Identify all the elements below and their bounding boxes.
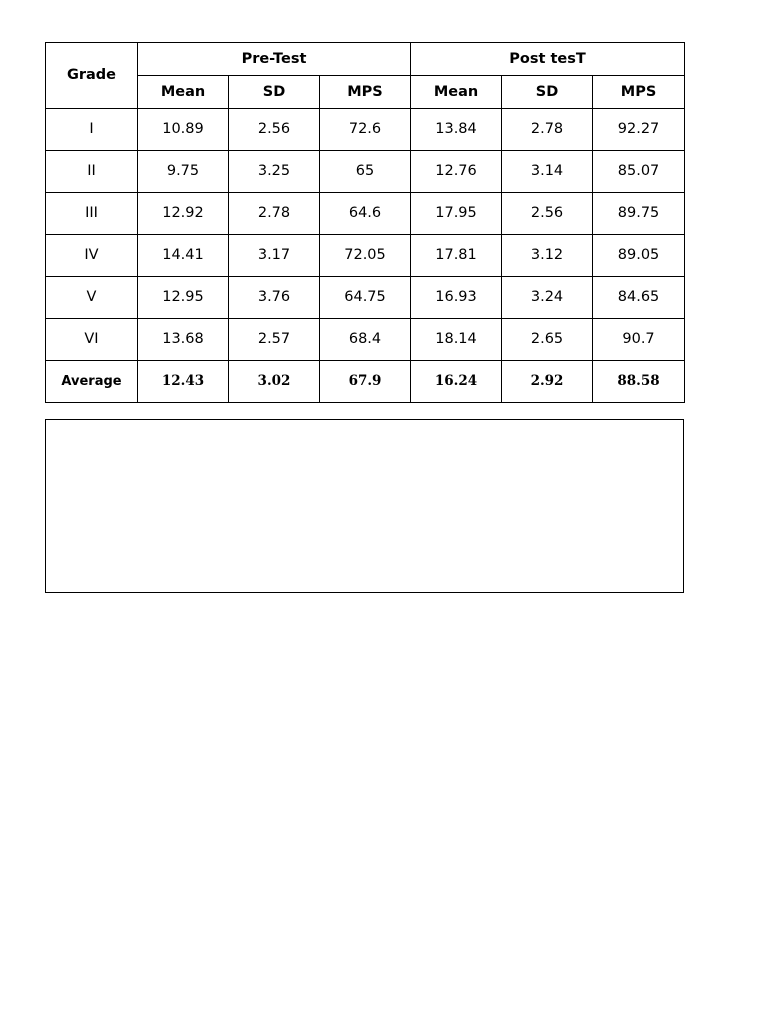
post-sd-cell: 2.78 <box>502 109 593 151</box>
document-page <box>45 42 684 593</box>
post-mps-cell: 85.07 <box>593 151 685 193</box>
pre-mps-header: MPS <box>320 76 411 109</box>
post-mps-cell: 90.7 <box>593 319 685 361</box>
pre-mps-cell: 64.75 <box>320 277 411 319</box>
pre-mps-cell: 64.6 <box>320 193 411 235</box>
grade-results-table <box>45 42 685 403</box>
grade-cell: II <box>46 151 138 193</box>
grade-cell: IV <box>46 235 138 277</box>
pre-mean-cell: 12.92 <box>138 193 229 235</box>
pre-mean-cell: 12.95 <box>138 277 229 319</box>
post-mps-cell: 92.27 <box>593 109 685 151</box>
average-pre-sd-cell: 3.02 <box>229 361 320 403</box>
post-mean-header: Mean <box>411 76 502 109</box>
header-group-row <box>46 43 685 76</box>
pre-sd-cell: 2.56 <box>229 109 320 151</box>
grade-cell: III <box>46 193 138 235</box>
table-row <box>46 151 685 193</box>
average-pre-mps-cell: 67.9 <box>320 361 411 403</box>
pre-mps-cell: 72.05 <box>320 235 411 277</box>
post-mean-cell: 16.93 <box>411 277 502 319</box>
post-mean-cell: 12.76 <box>411 151 502 193</box>
pre-test-header: Pre-Test <box>138 43 411 76</box>
post-mean-cell: 17.95 <box>411 193 502 235</box>
post-mean-cell: 13.84 <box>411 109 502 151</box>
pre-sd-header: SD <box>229 76 320 109</box>
table-row <box>46 277 685 319</box>
grade-cell: VI <box>46 319 138 361</box>
post-sd-cell: 3.24 <box>502 277 593 319</box>
table-row <box>46 109 685 151</box>
post-sd-header: SD <box>502 76 593 109</box>
table-row <box>46 319 685 361</box>
pre-sd-cell: 3.76 <box>229 277 320 319</box>
average-post-sd-cell: 2.92 <box>502 361 593 403</box>
pre-mean-cell: 14.41 <box>138 235 229 277</box>
post-sd-cell: 2.65 <box>502 319 593 361</box>
pre-mean-cell: 13.68 <box>138 319 229 361</box>
pre-mean-cell: 9.75 <box>138 151 229 193</box>
average-pre-mean-cell: 12.43 <box>138 361 229 403</box>
pre-mps-cell: 72.6 <box>320 109 411 151</box>
grade-cell: I <box>46 109 138 151</box>
pre-mps-cell: 65 <box>320 151 411 193</box>
post-mps-cell: 89.05 <box>593 235 685 277</box>
post-sd-cell: 2.56 <box>502 193 593 235</box>
pre-mps-cell: 68.4 <box>320 319 411 361</box>
post-mps-header: MPS <box>593 76 685 109</box>
post-mps-cell: 89.75 <box>593 193 685 235</box>
pre-mean-header: Mean <box>138 76 229 109</box>
average-label-cell: Average <box>46 361 138 403</box>
post-sd-cell: 3.12 <box>502 235 593 277</box>
post-test-header: Post tesT <box>411 43 685 76</box>
pre-sd-cell: 2.57 <box>229 319 320 361</box>
post-mps-cell: 84.65 <box>593 277 685 319</box>
post-mean-cell: 18.14 <box>411 319 502 361</box>
post-sd-cell: 3.14 <box>502 151 593 193</box>
table-row <box>46 193 685 235</box>
pre-sd-cell: 2.78 <box>229 193 320 235</box>
grade-header: Grade <box>46 43 138 109</box>
post-mean-cell: 17.81 <box>411 235 502 277</box>
empty-notes-box <box>45 419 684 593</box>
header-sub-row <box>46 76 685 109</box>
pre-mean-cell: 10.89 <box>138 109 229 151</box>
average-row <box>46 361 685 403</box>
grade-cell: V <box>46 277 138 319</box>
average-post-mps-cell: 88.58 <box>593 361 685 403</box>
pre-sd-cell: 3.25 <box>229 151 320 193</box>
average-post-mean-cell: 16.24 <box>411 361 502 403</box>
table-row <box>46 235 685 277</box>
pre-sd-cell: 3.17 <box>229 235 320 277</box>
